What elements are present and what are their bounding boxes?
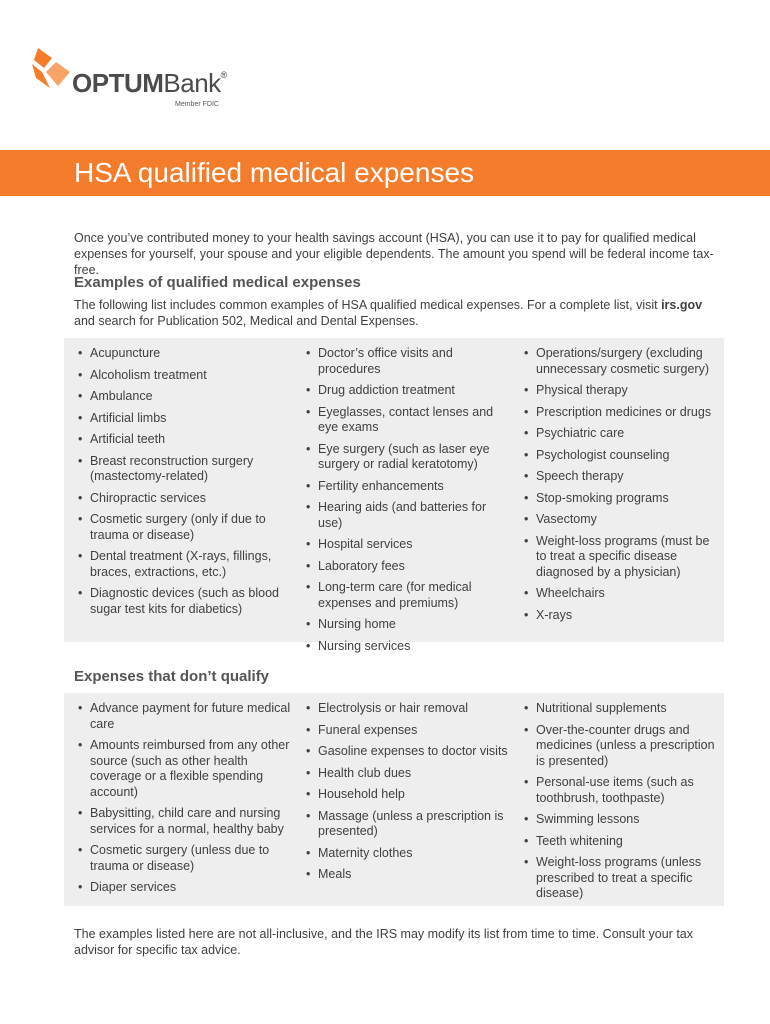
list-item: • Alcoholism treatment	[72, 368, 292, 384]
nonqualified-list-col1	[72, 701, 292, 896]
list-item: • Over-the-counter drugs and medicines (unless a prescription is presented)	[518, 723, 723, 770]
title-banner	[0, 150, 770, 196]
footer-disclaimer: The examples listed here are not all-inclusive, and the IRS may modify its list from time to time. Consult your tax advisor for specific tax advice.	[74, 927, 693, 957]
nonqualified-heading: Expenses that don’t qualify	[74, 668, 270, 685]
list-item: • Meals	[300, 867, 510, 883]
list-item: • Doctor’s office visits and procedures	[300, 346, 510, 377]
list-item: • Eyeglasses, contact lenses and eye exams	[300, 405, 510, 436]
list-item: • Chiropractic services	[72, 491, 292, 507]
list-item: • Fertility enhancements	[300, 479, 510, 495]
qualified-description-text: The following list includes common examples of HSA qualified medical expenses. For a complete list, visit	[74, 298, 662, 312]
list-item: • Psychologist counseling	[518, 448, 723, 464]
list-item: • Teeth whitening	[518, 834, 723, 850]
optum-logo-icon	[30, 44, 72, 92]
logo-registered-mark: ®	[220, 70, 227, 80]
list-item: • Advance payment for future medical care	[72, 701, 292, 732]
list-item: • Massage (unless a prescription is presented)	[300, 809, 510, 840]
list-item: • Weight-loss programs (unless prescribed to treat a specific disease)	[518, 855, 723, 902]
list-item: • Prescription medicines or drugs	[518, 405, 723, 421]
list-item: • Electrolysis or hair removal	[300, 701, 510, 717]
qualified-list-col1	[72, 346, 292, 617]
page-title: HSA qualified medical expenses	[74, 157, 475, 188]
qualified-list-col3	[518, 346, 723, 623]
irs-link[interactable]: irs.gov	[661, 298, 703, 312]
list-item: • Physical therapy	[518, 383, 723, 399]
list-item: • Cosmetic surgery (only if due to trauma or disease)	[72, 512, 292, 543]
list-item: • Speech therapy	[518, 469, 723, 485]
list-item: • Ambulance	[72, 389, 292, 405]
list-item: • Cosmetic surgery (unless due to trauma or disease)	[72, 843, 292, 874]
list-item: • Nutritional supplements	[518, 701, 723, 717]
qualified-description-text-end: and search for Publication 502, Medical and Dental Expenses.	[74, 314, 419, 328]
nonqualified-list-box	[64, 693, 724, 906]
list-item: • Eye surgery (such as laser eye surgery or radial keratotomy)	[300, 442, 510, 473]
list-item: • Artificial limbs	[72, 411, 292, 427]
list-item: • Health club dues	[300, 766, 510, 782]
list-item: • Long-term care (for medical expenses and premiums)	[300, 580, 510, 611]
list-item: • Acupuncture	[72, 346, 292, 362]
list-item: • Gasoline expenses to doctor visits	[300, 744, 510, 760]
list-item: • Hospital services	[300, 537, 510, 553]
logo-brand-bold: OPTUM	[72, 68, 164, 98]
list-item: • Drug addiction treatment	[300, 383, 510, 399]
qualified-list-box	[64, 338, 724, 653]
list-item: • Psychiatric care	[518, 426, 723, 442]
list-item: • Diaper services	[72, 880, 292, 896]
list-item: • Dental treatment (X-rays, fillings, braces, extractions, etc.)	[72, 549, 292, 580]
list-item: • Nursing home	[300, 617, 510, 633]
list-item: • Laboratory fees	[300, 559, 510, 575]
qualified-list-col2	[300, 346, 510, 654]
logo-brand-light: Bank	[163, 68, 221, 98]
list-item: • Stop-smoking programs	[518, 491, 723, 507]
list-item: • X-rays	[518, 608, 723, 624]
optum-bank-logo	[30, 44, 260, 114]
list-item: • Personal-use items (such as toothbrush, toothpaste)	[518, 775, 723, 806]
logo-wordmark	[72, 68, 227, 99]
list-item: • Swimming lessons	[518, 812, 723, 828]
list-item: • Hearing aids (and batteries for use)	[300, 500, 510, 531]
nonqualified-list-col3	[518, 701, 723, 902]
list-item: • Operations/surgery (excluding unnecessary cosmetic surgery)	[518, 346, 723, 377]
list-item: • Wheelchairs	[518, 586, 723, 602]
list-item: • Diagnostic devices (such as blood sugar test kits for diabetics)	[72, 586, 292, 617]
list-item: • Babysitting, child care and nursing services for a normal, healthy baby	[72, 806, 292, 837]
qualified-description	[74, 297, 714, 329]
list-item: • Breast reconstruction surgery (mastectomy-related)	[72, 454, 292, 485]
intro-paragraph: Once you’ve contributed money to your health savings account (HSA), you can use it to pay for qualified medical expenses for yourself, your spouse and your eligible dependents. The amount you spend will be federal income tax-free.	[74, 231, 714, 277]
list-item: • Vasectomy	[518, 512, 723, 528]
qualified-heading: Examples of qualified medical expenses	[74, 274, 361, 291]
list-item: • Maternity clothes	[300, 846, 510, 862]
list-item: • Nursing services	[300, 639, 510, 655]
list-item: • Funeral expenses	[300, 723, 510, 739]
list-item: • Amounts reimbursed from any other source (such as other health coverage or a flexible spending account)	[72, 738, 292, 800]
list-item: • Artificial teeth	[72, 432, 292, 448]
list-item: • Household help	[300, 787, 510, 803]
list-item: • Weight-loss programs (must be to treat a specific disease diagnosed by a physician)	[518, 534, 723, 581]
logo-tagline: Member FDIC	[175, 101, 219, 108]
nonqualified-list-col2	[300, 701, 510, 883]
